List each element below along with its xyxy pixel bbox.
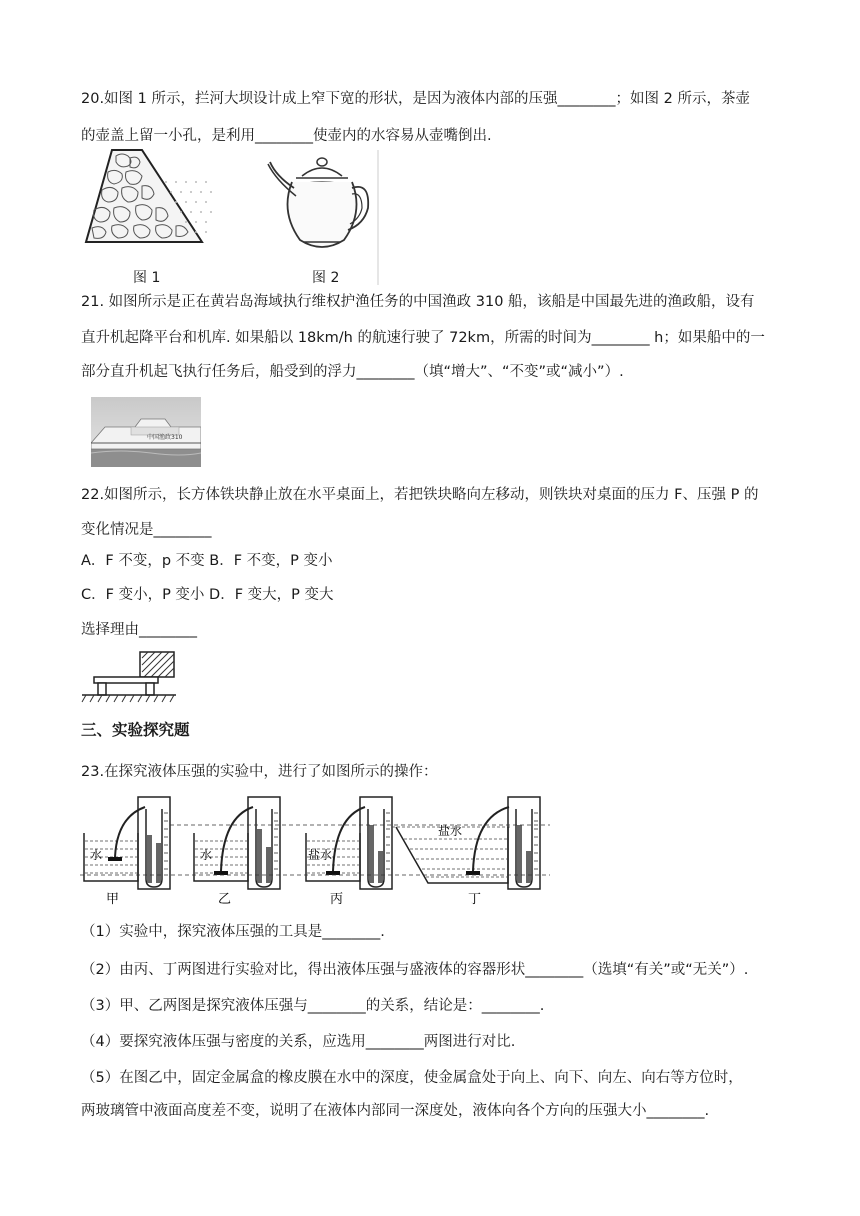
q21-text-line3: 部分直升机起飞执行任务后，船受到的浮力________（填“增大”、“不变”或“减小”）. bbox=[81, 364, 624, 380]
q21-text-line1: 21. 如图所示是正在黄岩岛海域执行维权护渔任务的中国渔政 310 船，该船是中国最先进的渔政船，设有 bbox=[81, 294, 755, 310]
q22-options-cd: C．F 变小，P 变小 D．F 变大，P 变大 bbox=[81, 587, 334, 603]
q23-sub1: （1）实验中，探究液体压强的工具是________. bbox=[81, 924, 385, 940]
bing-label: 丙 bbox=[330, 892, 344, 905]
yi-label: 乙 bbox=[218, 892, 232, 905]
setup-jia bbox=[84, 797, 170, 905]
jia-liquid-label: 水 bbox=[90, 848, 103, 862]
fig2-caption: 图 2 bbox=[312, 270, 340, 286]
bing-liquid-label: 盐水 bbox=[308, 848, 333, 862]
jia-label: 甲 bbox=[106, 892, 120, 905]
teapot-figure bbox=[266, 150, 386, 285]
q20-text-line1: 20.如图 1 所示，拦河大坝设计成上窄下宽的形状，是因为液体内部的压强________；如图 2 所示，茶壶 bbox=[81, 91, 750, 107]
q23-intro: 23.在探究液体压强的实验中，进行了如图所示的操作： bbox=[81, 764, 438, 780]
q21-text-line2: 直升机起降平台和机库. 如果船以 18km/h 的航速行驶了 72km，所需的时间为________ h；如果船中的一 bbox=[81, 330, 765, 346]
dam-figure bbox=[80, 146, 215, 246]
iron-block-figure bbox=[80, 648, 180, 704]
ding-label: 丁 bbox=[468, 892, 482, 905]
section-3-title: 三、实验探究题 bbox=[81, 721, 190, 739]
q23-sub2: （2）由丙、丁两图进行实验对比，得出液体压强与盛液体的容器形状________（选填“有关”或“无关”）. bbox=[81, 962, 749, 978]
q22-reason: 选择理由________ bbox=[81, 622, 197, 638]
ding-liquid-label: 盐水 bbox=[438, 824, 463, 838]
q23-sub5-line2: 两玻璃管中液面高度差不变，说明了在液体内部同一深度处，液体向各个方向的压强大小________. bbox=[81, 1103, 710, 1119]
yi-liquid-label: 水 bbox=[200, 848, 213, 862]
setup-yi bbox=[194, 797, 280, 905]
liquid-pressure-experiment-figure bbox=[80, 795, 560, 905]
q23-sub4: （4）要探究液体压强与密度的关系，应选用________两图进行对比. bbox=[81, 1034, 516, 1050]
q23-sub5-line1: （5）在图乙中，固定金属盒的橡皮膜在水中的深度，使金属盒处于向上、向下、向左、向右等方位时， bbox=[81, 1070, 743, 1086]
setup-ding bbox=[392, 797, 540, 905]
fig1-caption: 图 1 bbox=[133, 270, 161, 286]
ship-hull-text: 中国渔政310 bbox=[147, 434, 183, 441]
q22-text-line1: 22.如图所示，长方体铁块静止放在水平桌面上，若把铁块略向左移动，则铁块对桌面的压力 F、压强 P 的 bbox=[81, 487, 759, 503]
ship-photo bbox=[91, 397, 201, 467]
q23-sub3: （3）甲、乙两图是探究液体压强与________的关系，结论是：________. bbox=[81, 998, 545, 1014]
q20-text-line2: 的壶盖上留一小孔，是利用________使壶内的水容易从壶嘴倒出. bbox=[81, 128, 492, 144]
setup-bing bbox=[306, 797, 392, 905]
q22-text-line2: 变化情况是________ bbox=[81, 522, 212, 538]
q22-options-ab: A．F 不变，p 不变 B．F 不变，P 变小 bbox=[81, 553, 333, 569]
